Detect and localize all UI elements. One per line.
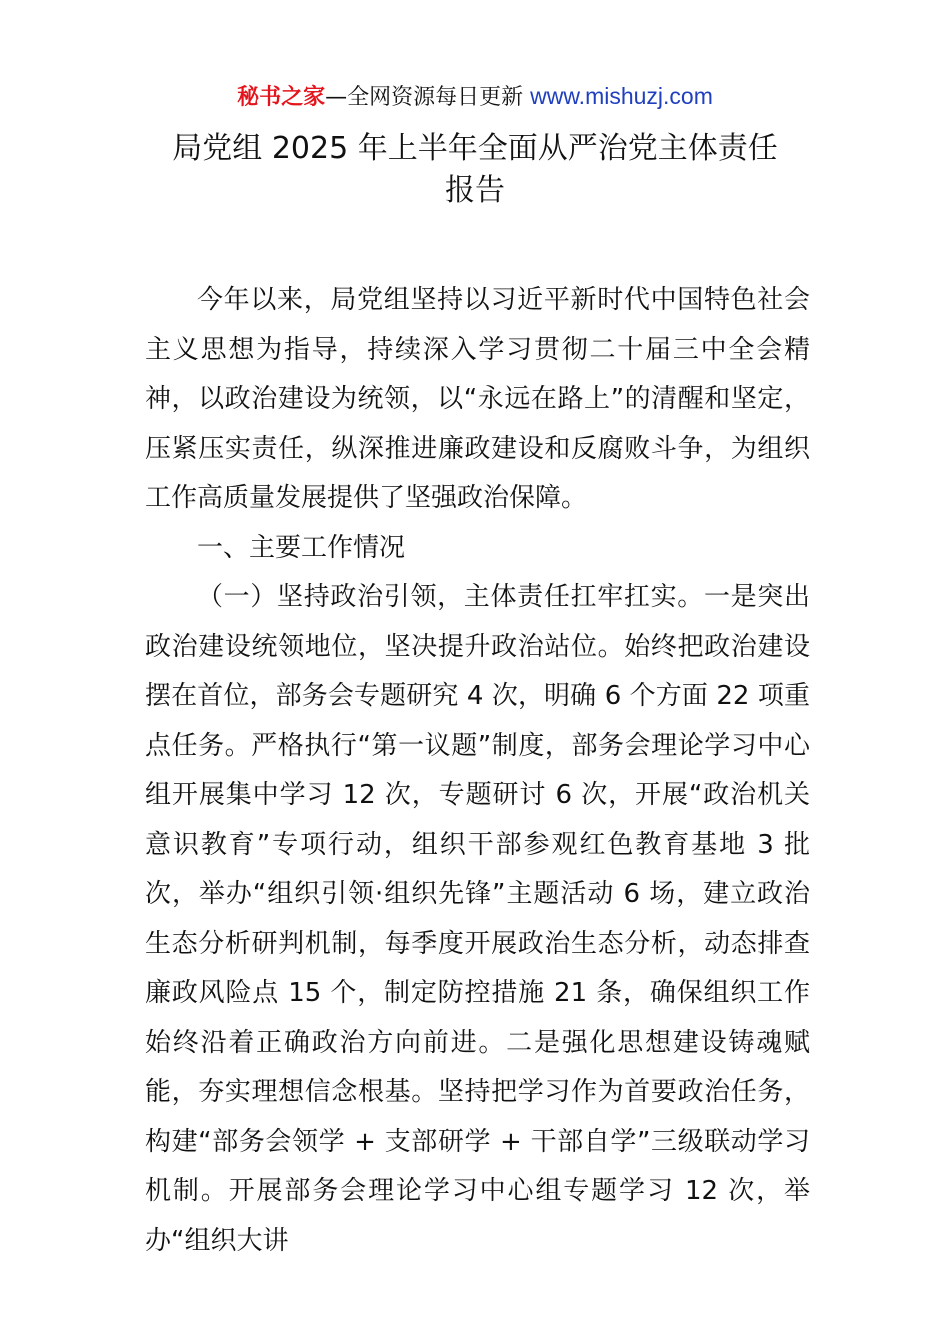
title-line-2: 报告 [445, 173, 505, 208]
header-tagline: —全网资源每日更新 [325, 85, 531, 110]
body-paragraph: （一）坚持政治引领，主体责任扛牢扛实。一是突出政治建设统领地位，坚决提升政治站位。始终把政治建设摆在首位，部务会专题研究 4 次，明确 6 个方面 22 项重点任务。严格执行“第一议题”制度，部务会理论学习中心组开展集中学习 12 次，专题研讨 6 次，开展“政治机关意识教育”专项行动，组织干部参观红色教育基地 3 批次，举办“组织引领·组织先锋”主题活动 6 场，建立政治生态分析研判机制，每季度开展政治生态分析，动态排查廉政风险点 15 个，制定防控措施 21 条，确保组织工作始终沿着正确政治方向前进。二是强化思想建设铸魂赋能，夯实理想信念根基。坚持把学习作为首要政治任务，构建“部务会领学 + 支部研学 + 干部自学”三级联动学习机制。开展部务会理论学习中心组专题学习 12 次，举办“组织大讲 [145, 582, 810, 1256]
section-heading: 一、主要工作情况 [197, 532, 406, 563]
site-url-link[interactable]: www.mishuzj.com [530, 83, 713, 109]
intro-paragraph: 今年以来，局党组坚持以习近平新时代中国特色社会主义思想为指导，持续深入学习贯彻二十届三中全会精神，以政治建设为统领，以“永远在路上”的清醒和坚定，压紧压实责任，纵深推进廉政建设和反腐败斗争，为组织工作高质量发展提供了坚强政治保障。 [145, 285, 810, 513]
document-title [140, 128, 810, 212]
title-line-1: 局党组 2025 年上半年全面从严治党主体责任 [172, 131, 778, 166]
document-body [145, 276, 810, 1266]
site-header [0, 80, 950, 114]
brand-name: 秘书之家 [237, 85, 326, 110]
